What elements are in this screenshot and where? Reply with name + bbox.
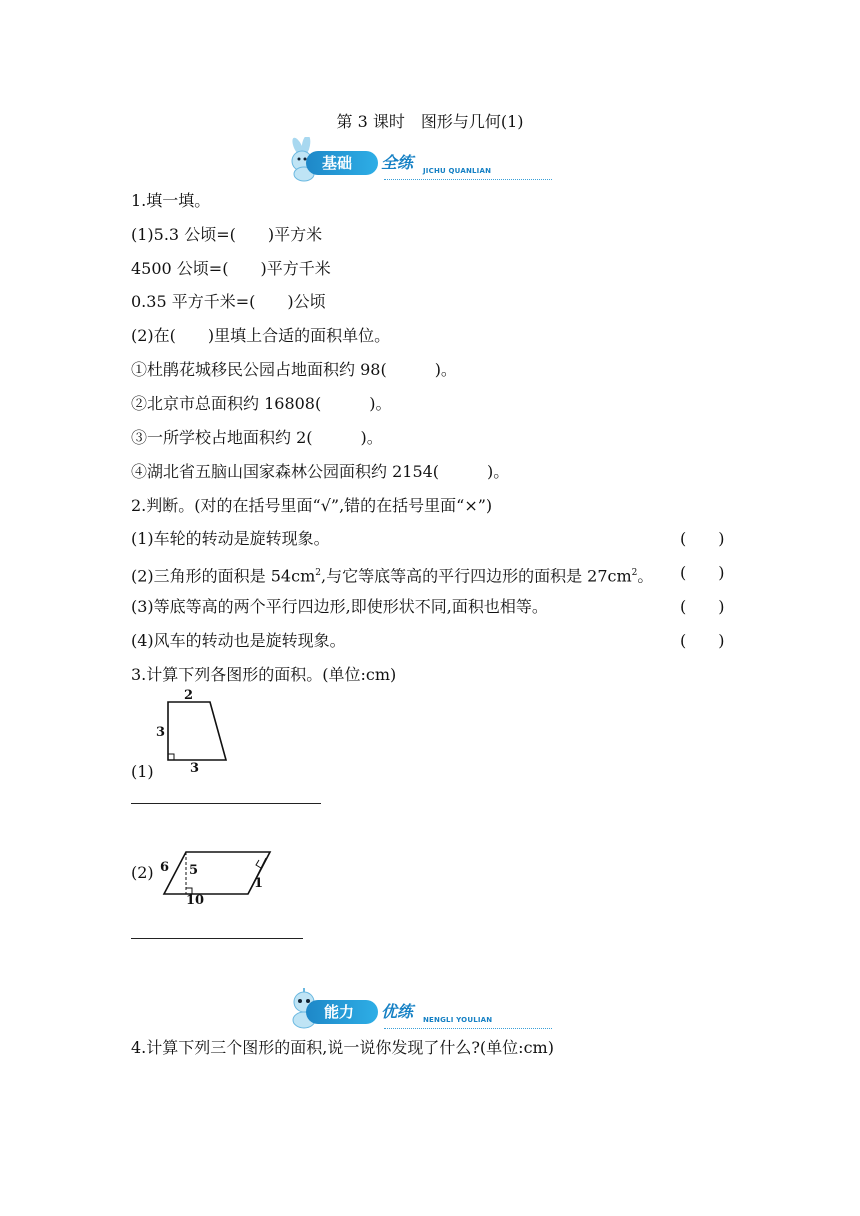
answer-line-2[interactable]	[131, 938, 303, 939]
trapezoid-figure	[150, 688, 260, 778]
fig1-label: (1)	[131, 762, 154, 781]
q2-item1: (1)车轮的转动是旋转现象。	[131, 529, 330, 548]
section-banner-basic	[284, 137, 554, 183]
parallelogram-figure	[150, 840, 290, 900]
q2-item2-sup1: 2	[315, 568, 321, 578]
answer-line-1[interactable]	[131, 803, 321, 804]
banner-ability-accent: 优练	[381, 1002, 414, 1021]
section-banner-ability	[284, 986, 554, 1032]
q1-part5: ①杜鹃花城移民公园占地面积约 98( )。	[131, 360, 457, 379]
q1-heading: 1.填一填。	[131, 191, 211, 210]
q1-part7: ③一所学校占地面积约 2( )。	[131, 428, 383, 447]
answer-paren-2[interactable]: ( )	[680, 563, 725, 582]
q2-item2	[131, 563, 653, 586]
q2-item2-sup2: 2	[631, 568, 638, 578]
fig2-label: (2)	[131, 863, 154, 882]
q1-part3: 0.35 平方千米=( )公顷	[131, 292, 326, 311]
q2-item2-pre: (2)三角形的面积是 54cm	[131, 566, 316, 586]
q1-part6: ②北京市总面积约 16808( )。	[131, 394, 392, 413]
q2-item2-post: 。	[637, 566, 654, 586]
fig2-slant-label: 1	[254, 876, 264, 891]
fig2-height-label: 5	[189, 863, 199, 878]
answer-paren-1[interactable]: ( )	[680, 529, 725, 548]
fig2-base-label: 10	[186, 893, 205, 908]
banner-basic-main: 基础	[322, 154, 353, 172]
q2-heading: 2.判断。(对的在括号里面“√”,错的在括号里面“×”)	[131, 496, 493, 515]
q2-item4: (4)风车的转动也是旋转现象。	[131, 631, 346, 650]
fig1-left-label: 3	[156, 725, 166, 740]
fig2-side-label: 6	[160, 860, 170, 875]
q1-part2: 4500 公顷=( )平方千米	[131, 259, 331, 278]
banner-ability-sub: NENGLI YOULIAN	[423, 1016, 493, 1024]
q1-part1: (1)5.3 公顷=( )平方米	[131, 225, 323, 244]
q4-heading: 4.计算下列三个图形的面积,说一说你发现了什么?(单位:cm)	[131, 1038, 554, 1057]
fig1-bottom-label: 3	[190, 761, 200, 776]
banner-basic-accent: 全练	[381, 153, 414, 172]
q1-part8: ④湖北省五脑山国家森林公园面积约 2154( )。	[131, 462, 510, 481]
q1-part4: (2)在( )里填上合适的面积单位。	[131, 326, 391, 345]
fig1-top-label: 2	[184, 688, 194, 703]
q2-item3: (3)等底等高的两个平行四边形,即使形状不同,面积也相等。	[131, 597, 548, 616]
page-title: 第 3 课时 图形与几何(1)	[336, 112, 524, 131]
q3-heading: 3.计算下列各图形的面积。(单位:cm)	[131, 665, 397, 684]
answer-paren-4[interactable]: ( )	[680, 631, 725, 650]
answer-paren-3[interactable]: ( )	[680, 597, 725, 616]
banner-ability-main: 能力	[324, 1003, 355, 1021]
banner-basic-sub: JICHU QUANLIAN	[423, 167, 492, 175]
q2-item2-mid: ,与它等底等高的平行四边形的面积是 27cm	[320, 566, 632, 586]
